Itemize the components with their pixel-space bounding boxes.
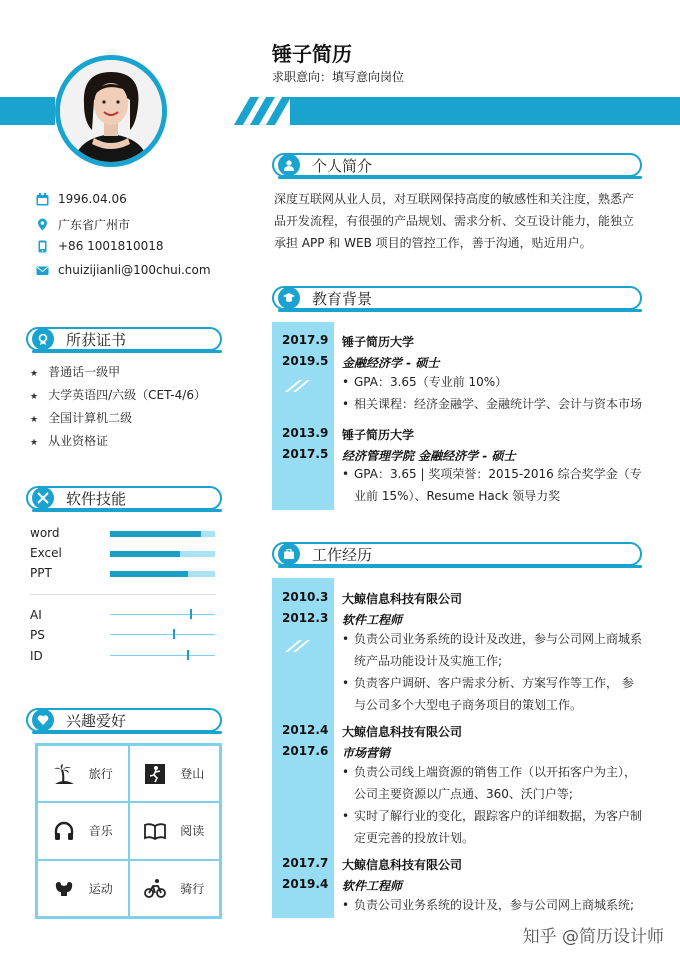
list-item: • 负责公司业务系统的设计及，参与公司网上商城系统; <box>342 894 642 916</box>
profile-title: 个人简介 <box>312 156 373 175</box>
section-underline <box>278 309 642 312</box>
bicycle-icon <box>144 877 166 899</box>
skill-slider-track <box>110 634 215 635</box>
graduation-cap-icon <box>278 287 300 309</box>
certificate-icon <box>32 328 54 350</box>
skills-section-header <box>26 486 222 510</box>
list-item: ★ 普通话一级甲 <box>30 362 206 385</box>
contact-birthday <box>36 192 127 206</box>
location-pin-icon <box>36 218 49 231</box>
edu-school: 锤子简历大学 <box>342 335 415 349</box>
work-section-header <box>272 542 642 566</box>
location-text: 广东省广州市 <box>58 218 131 232</box>
skill-label: word <box>30 526 60 540</box>
section-underline <box>278 565 642 568</box>
edu-major: 金融经济学 - 硕士 <box>342 356 440 370</box>
hobby-label: 阅读 <box>180 824 205 839</box>
edu-major: 经济管理学院 金融经济学 - 硕士 <box>342 449 516 463</box>
skill-label: PS <box>30 628 45 642</box>
work-start-date: 2017.7 <box>282 856 329 870</box>
work-role: 软件工程师 <box>342 613 403 627</box>
work-company: 大鲸信息科技有限公司 <box>342 725 463 739</box>
briefcase-icon <box>278 543 300 565</box>
hobby-label: 登山 <box>180 767 205 782</box>
work-company: 大鲸信息科技有限公司 <box>342 858 463 872</box>
edu-bullets <box>342 463 642 507</box>
edu-start-date: 2013.9 <box>282 426 329 440</box>
skill-bar-track <box>110 551 215 557</box>
avatar-photo <box>60 60 162 162</box>
headphones-icon <box>53 820 75 842</box>
work-end-date: 2012.3 <box>282 611 329 625</box>
education-timeline-bar <box>272 322 334 510</box>
hobby-label: 音乐 <box>88 824 113 839</box>
list-item: ★ 从业资格证 <box>30 431 206 454</box>
contact-phone <box>36 239 164 253</box>
certs-list <box>30 362 206 454</box>
calendar-icon <box>36 193 49 206</box>
hobby-climbing <box>129 745 221 802</box>
list-item: • 负责公司业务系统的设计及改进，参与公司网上商城系统产品功能设计及实施工作; <box>342 628 642 672</box>
work-role: 软件工程师 <box>342 879 403 893</box>
section-underline <box>32 350 222 353</box>
skill-slider-marker <box>173 629 175 639</box>
job-intent: 求职意向：填写意向岗位 <box>272 70 405 84</box>
work-start-date: 2012.4 <box>282 723 329 737</box>
certs-title: 所获证书 <box>66 330 127 349</box>
header-band-left <box>0 97 55 125</box>
list-item: • GPA：3.65（专业前 10%） <box>342 371 642 393</box>
palm-tree-icon <box>53 763 75 785</box>
skill-slider-marker <box>190 609 192 619</box>
phone-icon <box>36 240 49 253</box>
hobbies-section-header <box>26 708 222 732</box>
edu-end-date: 2019.5 <box>282 354 329 368</box>
skill-bar-fill <box>110 531 201 537</box>
email-icon <box>36 264 49 277</box>
list-item: • 负责客户调研、客户需求分析、方案写作等工作， 参与公司多个大型电子商务项目的策划工作。 <box>342 672 642 716</box>
resume-name: 锤子简历 <box>272 42 352 66</box>
skills-title: 软件技能 <box>66 489 127 508</box>
section-underline <box>32 731 222 734</box>
birthday-text: 1996.04.06 <box>58 192 127 206</box>
avatar <box>55 55 167 167</box>
education-title: 教育背景 <box>312 289 373 308</box>
hobby-music <box>37 802 129 859</box>
climbing-icon <box>144 763 166 785</box>
hobby-cycling <box>129 860 221 917</box>
list-item: • 负责公司线上端资源的销售工作（以开拓客户为主），公司主要资源以广点通、360、沃门户等; <box>342 761 642 805</box>
hobbies-title: 兴趣爱好 <box>66 711 127 730</box>
section-underline <box>278 176 642 179</box>
list-item: • 实时了解行业的变化，跟踪客户的详细数据，为客户制定更完善的投放计划。 <box>342 805 642 849</box>
hobby-grid <box>35 743 222 919</box>
skill-bar-track <box>110 571 215 577</box>
work-title: 工作经历 <box>312 545 373 564</box>
edu-start-date: 2017.9 <box>282 333 329 347</box>
hobby-sports <box>37 860 129 917</box>
profile-section-header <box>272 153 642 177</box>
work-end-date: 2017.6 <box>282 744 329 758</box>
person-icon <box>278 154 300 176</box>
skill-label: PPT <box>30 566 52 580</box>
list-item: ★ 全国计算机二级 <box>30 408 206 431</box>
hobby-label: 旅行 <box>88 767 113 782</box>
edu-bullets <box>342 371 642 415</box>
tools-icon <box>32 487 54 509</box>
contact-location <box>36 216 130 233</box>
skill-slider-track <box>110 655 215 656</box>
contact-email <box>36 263 211 277</box>
work-company: 大鲸信息科技有限公司 <box>342 592 463 606</box>
work-end-date: 2019.4 <box>282 877 329 891</box>
skill-slider-marker <box>187 650 189 660</box>
list-item: • GPA：3.65 | 奖项荣誉：2015-2016 综合奖学金（专业前 15%）、Resume Hack 领导力奖 <box>342 463 642 507</box>
hobby-travel <box>37 745 129 802</box>
edu-end-date: 2017.5 <box>282 447 329 461</box>
hobby-label: 骑行 <box>180 881 205 896</box>
profile-text: 深度互联网从业人员，对互联网保持高度的敏感性和关注度，熟悉产品开发流程，有很强的产品规划、需求分析、交互设计能力，能独立承担 APP 和 WEB 项目的管控工作，善于沟通，贴近用户。 <box>274 192 635 250</box>
skill-slider-track <box>110 614 215 615</box>
skill-label: AI <box>30 608 42 622</box>
muscle-icon <box>53 877 75 899</box>
work-start-date: 2010.3 <box>282 590 329 604</box>
divider <box>30 594 216 595</box>
list-item: ★ 大学英语四/六级（CET-4/6） <box>30 385 206 408</box>
email-text: chuizijianli@100chui.com <box>58 263 211 277</box>
open-book-icon <box>144 820 166 842</box>
phone-text: +86 1001810018 <box>58 239 164 253</box>
watermark: 知乎 @简历设计师 <box>522 927 664 947</box>
edu-school: 锤子简历大学 <box>342 428 415 442</box>
skill-bar-track <box>110 531 215 537</box>
work-bullets <box>342 628 642 716</box>
skill-label: Excel <box>30 546 62 560</box>
header-band-right <box>290 97 680 125</box>
education-section-header <box>272 286 642 310</box>
certs-section-header <box>26 327 222 351</box>
heart-icon <box>32 709 54 731</box>
work-role: 市场营销 <box>342 746 391 760</box>
work-bullets <box>342 894 642 916</box>
hobby-label: 运动 <box>88 881 113 896</box>
skill-bar-fill <box>110 571 188 577</box>
section-underline <box>32 509 222 512</box>
skill-bar-fill <box>110 551 180 557</box>
hobby-reading <box>129 802 221 859</box>
work-bullets <box>342 761 642 849</box>
skill-label: ID <box>30 649 43 663</box>
list-item: • 相关课程：经济金融学、金融统计学、会计与资本市场 <box>342 393 642 415</box>
